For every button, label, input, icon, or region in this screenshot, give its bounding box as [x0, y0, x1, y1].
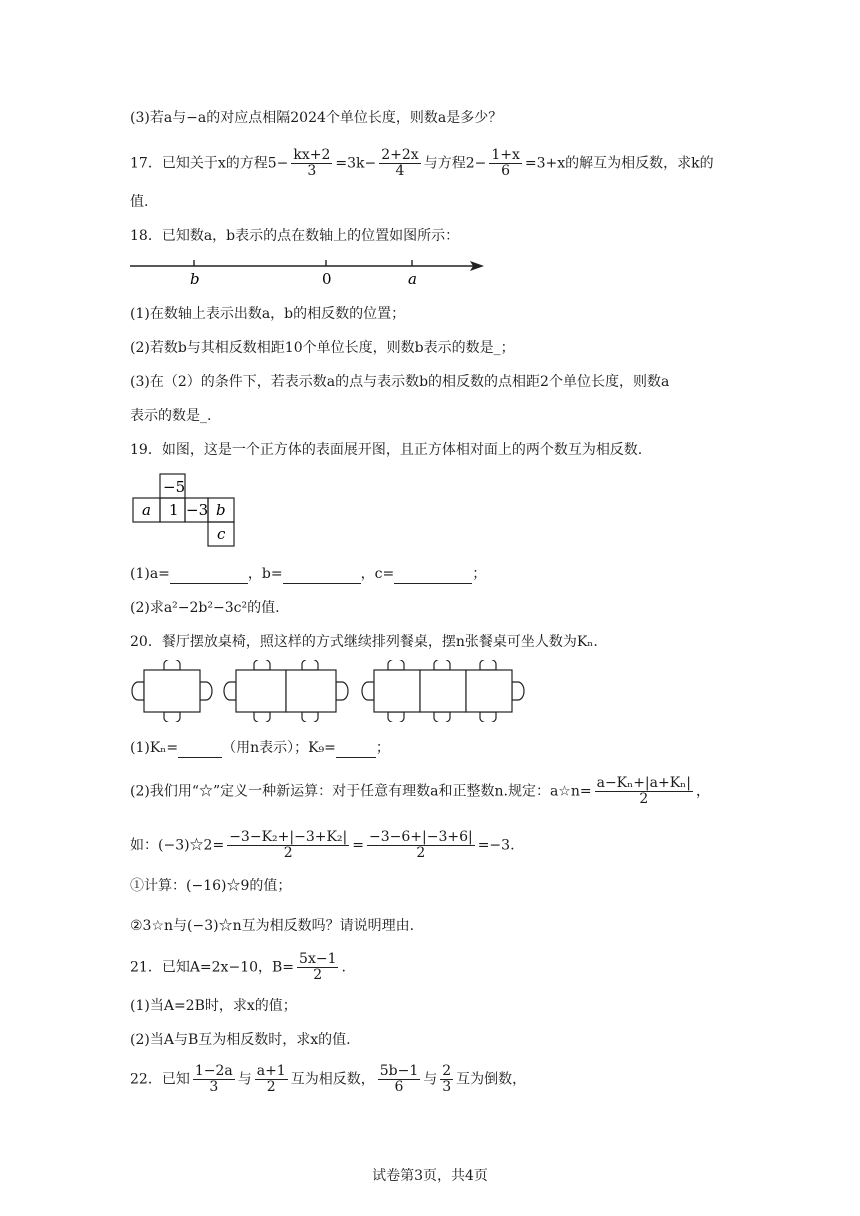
q22-frac2: $\frac{a+1}{2}$ — [256, 1063, 286, 1095]
cube-cell-b: b — [216, 501, 226, 519]
blank-b[interactable] — [283, 569, 361, 584]
blank-k9[interactable] — [336, 743, 376, 758]
axis-label-a: a — [408, 270, 417, 288]
q21-part2: (2)当A与B互为相反数时，求x的值. — [130, 1032, 351, 1048]
q20-ex-frac2: $\frac{-3-6+|-3+6|}{2}$ — [368, 829, 473, 861]
q22-stem: 22．已知 $\frac{1-2a}{3}$ 与 $\frac{a+1}{2}$ 互为相反数， $\frac{5b-1}{6}$ 与 $\frac{2}{3}$ 互为倒数， — [130, 1063, 527, 1095]
q20-ex-frac1: $\frac{\text{−3−K₂+|−3+K₂|}}{2}$ — [229, 829, 348, 861]
cube-net-figure — [132, 473, 238, 549]
q19-part2: (2)求a²−2b²−3c²的值. — [130, 600, 280, 616]
q17-line1: 17．已知关于x的方程5− $\frac{kx+2}{3}$ =3k− $\frac{2+2x}{4}$ 与方程2− $\frac{1+x}{6}$ =3+x的解互为相反数，求k的 — [130, 147, 714, 179]
q18-part3-line1: (3)在（2）的条件下，若表示数a的点与表示数b的相反数的点相距2个单位长度，则数a — [130, 374, 670, 390]
cube-cell-c: c — [217, 525, 226, 543]
q18-part2: (2)若数b与其相反数相距10个单位长度，则数b表示的数是_； — [130, 340, 515, 356]
axis-label-0: 0 — [322, 270, 332, 288]
q20-stem: 20．餐厅摆放桌椅，照这样的方式继续排列餐桌，摆n张餐桌可坐人数为Kₙ. — [130, 634, 598, 650]
axis-label-b: b — [190, 270, 200, 288]
q17-frac1: $\frac{kx+2}{3}$ — [293, 147, 331, 179]
page-footer: 试卷第3页，共4页 — [372, 1168, 488, 1184]
q20-calc2: ②3☆n与(−3)☆n互为相反数吗？请说明理由. — [130, 918, 415, 934]
q18-part3-line2: 表示的数是_. — [130, 408, 212, 424]
q20-def-frac: $\frac{\text{a−Kₙ+|a+Kₙ|}}{2}$ — [596, 775, 691, 807]
q20-part2: (2)我们用“☆”定义一种新运算：对于任意有理数a和正整数n.规定：a☆n= $\frac{\text{a−Kₙ+|a+Kₙ|}}{2}$ ， — [130, 775, 710, 807]
blank-c[interactable] — [394, 569, 472, 584]
q20-calc1: ①计算：(−16)☆9的值； — [130, 878, 292, 894]
q22-frac4: $\frac{2}{3}$ — [442, 1063, 452, 1095]
q18-stem: 18．已知数a，b表示的点在数轴上的位置如图所示： — [130, 228, 460, 244]
q20-part1: (1)Kₙ= （用n表示）；K₉= ； — [130, 740, 390, 756]
q21-part1: (1)当A=2B时，求x的值； — [130, 998, 297, 1014]
q17-frac3: $\frac{1+x}{6}$ — [491, 147, 520, 179]
q22-frac3: $\frac{5b-1}{6}$ — [379, 1063, 419, 1095]
q19-part1: (1)a= ，b= ，c= ； — [130, 566, 487, 582]
q16-part3: (3)若a与−a的对应点相隔2024个单位长度，则数a是多少？ — [130, 110, 503, 126]
q22-frac1: $\frac{1-2a}{3}$ — [194, 1063, 233, 1095]
q17-frac2: $\frac{2+2x}{4}$ — [381, 147, 419, 179]
cube-cell-1: 1 — [169, 501, 179, 519]
q20-example: 如：(−3)☆2= $\frac{\text{−3−K₂+|−3+K₂|}}{2}$ = $\frac{-3-6+|-3+6|}{2}$ =−3. — [130, 829, 515, 861]
blank-a[interactable] — [170, 569, 248, 584]
q18-part1: (1)在数轴上表示出数a，b的相反数的位置； — [130, 306, 406, 322]
q21-frac: $\frac{5x-1}{2}$ — [299, 951, 337, 983]
q17-line2: 值. — [130, 194, 149, 210]
tables-figure — [128, 660, 528, 722]
q19-stem: 19．如图，这是一个正方体的表面展开图，且正方体相对面上的两个数互为相反数. — [130, 442, 643, 458]
cube-cell-neg3: −3 — [186, 501, 209, 519]
number-line-figure — [128, 256, 488, 288]
blank-kn[interactable] — [178, 743, 222, 758]
cube-cell-a: a — [142, 501, 151, 519]
cube-cell-top: −5 — [163, 478, 186, 496]
q21-stem: 21．已知A=2x−10，B= $\frac{5x-1}{2}$ . — [130, 951, 346, 983]
